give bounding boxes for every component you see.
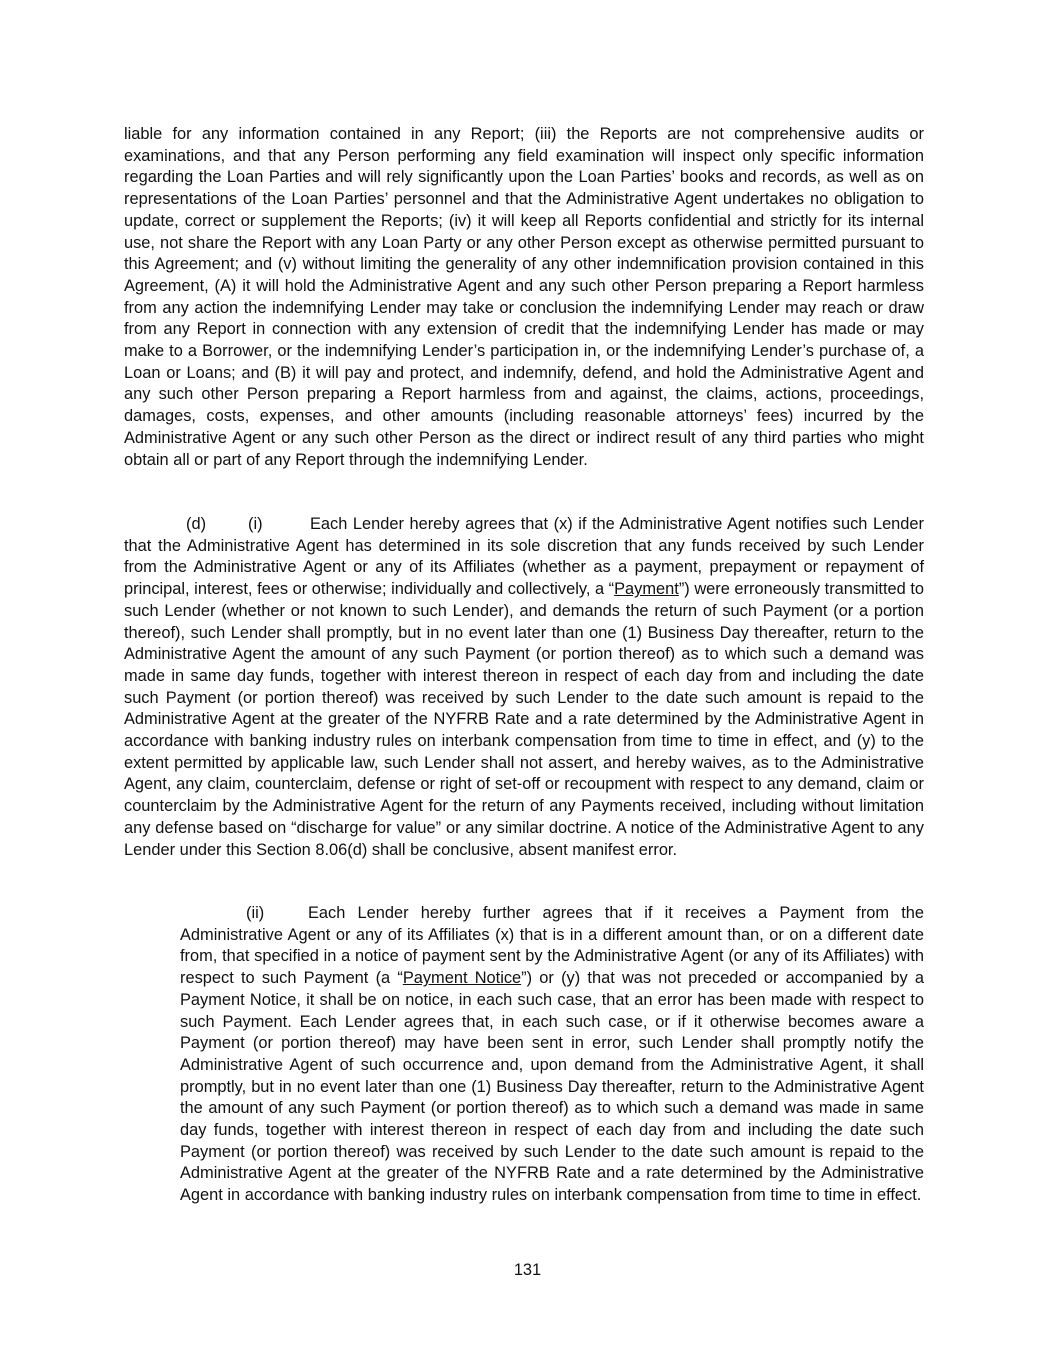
paragraph-text-part-b: ”) were erroneously transmitted to such Lender (whether or not known to such Lender), and demands the return of such Payment (or a portion thereof), such Lender shall promptly, but in no event later than one (1) Business Day thereafter, return to the Administrative Agent the amount of any such Payment (or portion thereof) as to which such a demand was made in same day funds, together with interest thereon in respect of each day from and including the date such Payment (or portion thereof) was received by such Lender to the date such amount is repaid to the Administrative Agent at the greater of the NYFRB Rate and a rate determined by the Administrative Agent in accordance with banking industry rules on interbank compensation from time to time in effect, and (y) to the extent permitted by applicable law, such Lender shall not assert, and hereby waives, as to the Administrative Agent, any claim, counterclaim, defense or right of set-off or recoupment with respect to any demand, claim or counterclaim by the Administrative Agent for the return of any Payments received, including without limitation any defense based on “discharge for value” or any similar doctrine. A notice of the Administrative Agent to any Lender under this Section 8.06(d) shall be conclusive, absent manifest error. bbox=[124, 580, 924, 859]
clause-label-ii: (ii) bbox=[246, 904, 265, 922]
paragraph-section-d-i bbox=[124, 514, 924, 861]
paragraph-text-part-a: Each Lender hereby further agrees that if it receives a Payment from the Administrative Agent or any of its Affiliates (x) that is in a different amount than, or on a different date from, that specified in a notice of payment sent by the Administrative Agent (or any of its Affiliates) with respect to such Payment (a “ bbox=[180, 904, 924, 988]
clause-label-d: (d) bbox=[186, 515, 207, 533]
page-number: 131 bbox=[513, 1261, 542, 1279]
paragraph-text-part-b: ”) or (y) that was not preceded or accompanied by a Payment Notice, it shall be on notice, in each such case, that an error has been made with respect to such Payment. Each Lender agrees that, in each such case, or if it otherwise becomes aware a Payment (or portion thereof) may have been sent in error, such Lender shall promptly notify the Administrative Agent of such occurrence and, upon demand from the Administrative Agent, it shall promptly, but in no event later than one (1) Business Day thereafter, return to the Administrative Agent the amount of any such Payment (or portion thereof) as to which such a demand was made in same day funds, together with interest thereon in respect of each day from and including the date such Payment (or portion thereof) was received by such Lender to the date such amount is repaid to the Administrative Agent at the greater of the NYFRB Rate and a rate determined by the Administrative Agent in accordance with banking industry rules on interbank compensation from time to time in effect. bbox=[180, 969, 924, 1205]
defined-term-payment-notice: Payment Notice bbox=[402, 969, 522, 988]
defined-term-payment: Payment bbox=[614, 580, 679, 599]
paragraph-report-indemnification bbox=[124, 124, 924, 471]
paragraph-text-part-a: Each Lender hereby agrees that (x) if the Administrative Agent notifies such Lender that the Administrative Agent has determined in its sole discretion that any funds received by such Lender from the Administrative Agent or any of its Affiliates (whether as a payment, prepayment or repayment of principal, interest, fees or otherwise; individually and collectively, a “ bbox=[124, 515, 924, 599]
paragraph-section-d-ii bbox=[180, 903, 924, 1207]
paragraph-text: liable for any information contained in any Report; (iii) the Reports are not comprehensive audits or examinations, and that any Person performing any field examination will inspect only specific information regarding the Loan Parties and will rely significantly upon the Loan Parties’ books and records, as well as on representations of the Loan Parties’ personnel and that the Administrative Agent undertakes no obligation to update, correct or supplement the Reports; (iv) it will keep all Reports confidential and strictly for its internal use, not share the Report with any Loan Party or any other Person except as otherwise permitted pursuant to this Agreement; and (v) without limiting the generality of any other indemnification provision contained in this Agreement, (A) it will hold the Administrative Agent and any such other Person preparing a Report harmless from any action the indemnifying Lender may take or conclusion the indemnifying Lender may reach or draw from any Report in connection with any extension of credit that the indemnifying Lender has made or may make to a Borrower, or the indemnifying Lender’s participation in, or the indemnifying Lender’s purchase of, a Loan or Loans; and (B) it will pay and protect, and indemnify, defend, and hold the Administrative Agent and any such other Person preparing a Report harmless from and against, the claims, actions, proceedings, damages, costs, expenses, and other amounts (including reasonable attorneys’ fees) incurred by the Administrative Agent or any such other Person as the direct or indirect result of any third parties who might obtain all or part of any Report through the indemnifying Lender. bbox=[124, 125, 924, 469]
clause-label-i: (i) bbox=[248, 515, 263, 533]
